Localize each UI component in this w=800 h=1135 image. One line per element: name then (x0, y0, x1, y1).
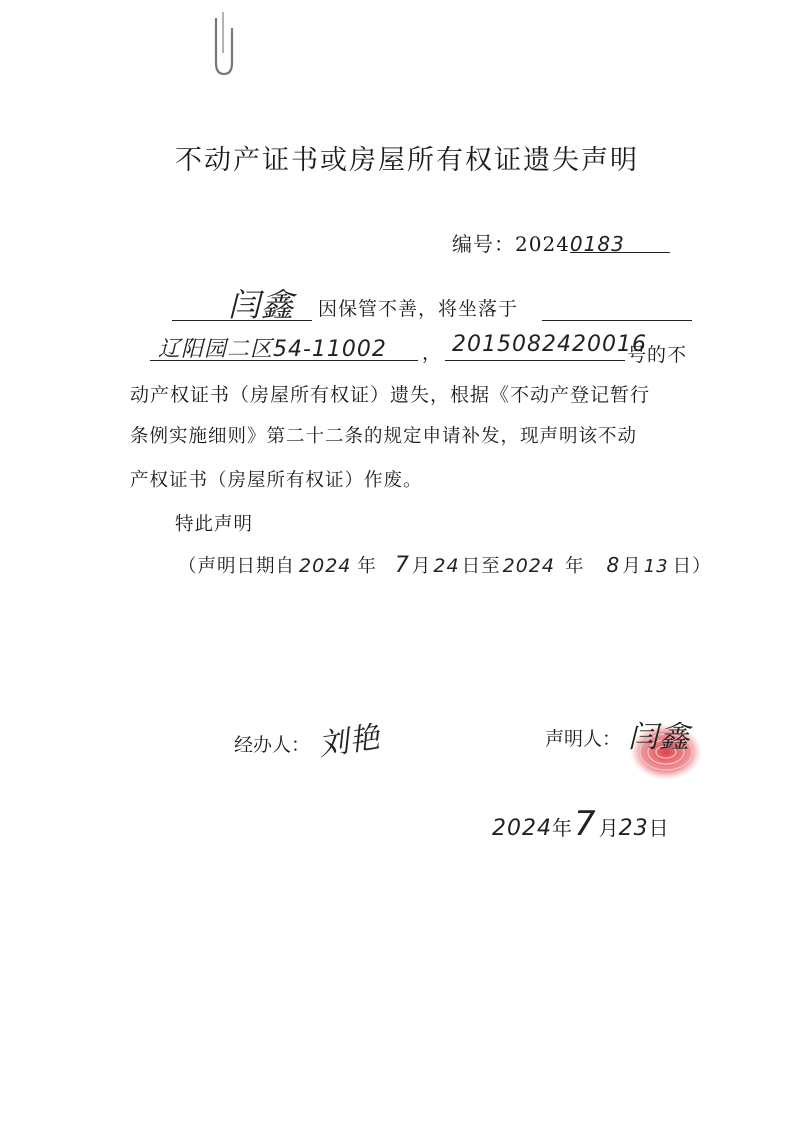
period-start-year: 2024 (299, 555, 352, 577)
paperclip-mark (208, 8, 238, 78)
handler-signature: 刘艳 (316, 719, 383, 764)
period-end-year: 2024 (502, 555, 555, 577)
period-to-label: 日至 (461, 556, 501, 577)
declarant-name-handwritten: 闫鑫 (228, 286, 295, 324)
line3-text: 动产权证书（房屋所有权证）遗失，根据《不动产登记暂行 (130, 384, 651, 406)
period-open: （声明日期自 (178, 556, 296, 577)
certificate-underline (445, 360, 625, 361)
period-end-month: 8 (606, 553, 621, 577)
period-start-month: 7 (394, 553, 410, 578)
date-month: 7 (574, 804, 597, 844)
date-year: 2024 (492, 816, 552, 841)
period-end-day: 13 (643, 556, 669, 577)
declarant-signature: 闫鑫 (628, 720, 690, 755)
location-underline (542, 320, 692, 321)
period-row (178, 552, 712, 578)
signature-date (492, 804, 669, 844)
serial-label: 编号： (452, 232, 515, 256)
period-year-label-2: 年 (564, 556, 585, 577)
address-handwritten: 辽阳园二区54-11002 (158, 337, 387, 362)
line5-text: 产权证书（房屋所有权证）作废。 (130, 470, 423, 491)
period-start-day: 24 (433, 555, 460, 577)
line2-suffix: 号的不 (627, 344, 688, 366)
serial-handwritten: 0183 (569, 232, 625, 256)
date-month-label: 月 (598, 816, 619, 840)
document-title: 不动产证书或房屋所有权证遗失声明 (175, 145, 639, 176)
line4-text: 条例实施细则》第二十二条的规定申请补发，现声明该不动 (130, 426, 638, 447)
period-month-label-2: 月 (622, 556, 642, 577)
period-year-label: 年 (357, 556, 377, 577)
date-year-label: 年 (552, 816, 572, 840)
serial-underline (570, 252, 670, 253)
certificate-number-handwritten: 2015082420016 (452, 332, 647, 357)
date-day: 23 (618, 816, 649, 841)
period-month-label: 月 (411, 556, 432, 577)
date-day-label: 日 (648, 816, 669, 840)
period-close: 日） (672, 556, 712, 577)
declarant-label: 声明人： (545, 728, 622, 750)
serial-year: 2024 (515, 232, 570, 256)
handler-label: 经办人： (234, 734, 311, 756)
separator-comma: ， (422, 342, 443, 364)
line1-text: 因保管不善，将坐落于 (318, 298, 519, 320)
special-statement: 特此声明 (175, 514, 254, 535)
